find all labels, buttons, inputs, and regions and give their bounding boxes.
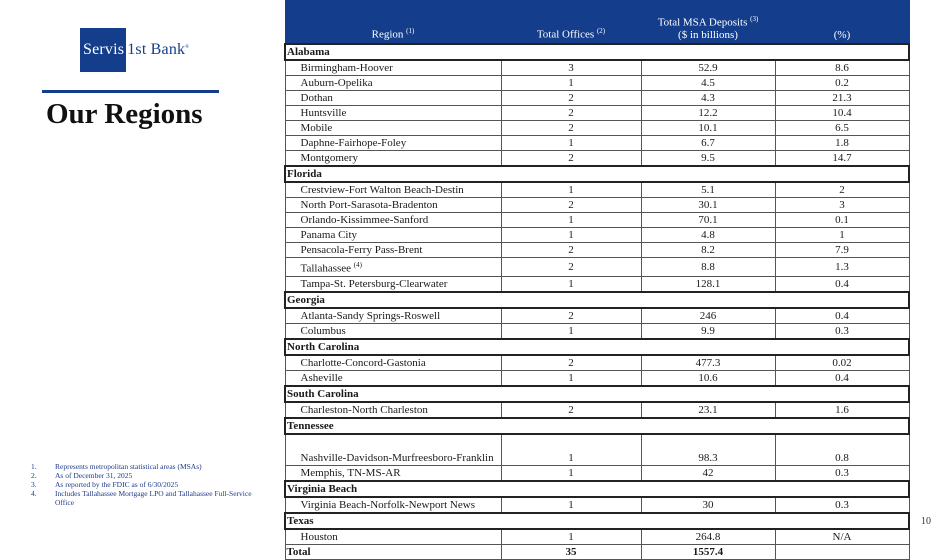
region-name-cell: Orlando-Kissimmee-Sanford xyxy=(285,213,501,228)
table-row xyxy=(285,465,909,481)
offices-cell: 2 xyxy=(501,308,641,324)
table-row xyxy=(285,308,909,324)
offices-cell: 3 xyxy=(501,60,641,76)
deposits-cell: 23.1 xyxy=(641,402,775,418)
percent-cell: 1 xyxy=(775,228,909,243)
deposits-cell: 12.2 xyxy=(641,106,775,121)
group-label: North Carolina xyxy=(285,339,909,355)
table-row xyxy=(285,402,909,418)
deposits-cell: 10.1 xyxy=(641,121,775,136)
deposits-cell: 264.8 xyxy=(641,529,775,545)
table-header-row xyxy=(285,1,909,45)
deposits-cell: 9.5 xyxy=(641,151,775,167)
deposits-cell: 128.1 xyxy=(641,276,775,292)
header-percent: (%) xyxy=(775,1,909,45)
table-row xyxy=(285,60,909,76)
region-name-cell: Tampa-St. Petersburg-Clearwater xyxy=(285,276,501,292)
table-row xyxy=(285,213,909,228)
footnote: 1. Represents metropolitan statistical areas (MSAs) xyxy=(31,462,202,471)
region-name-cell: Charleston-North Charleston xyxy=(285,402,501,418)
offices-cell: 2 xyxy=(501,91,641,106)
deposits-cell: 8.8 xyxy=(641,258,775,277)
percent-cell: 6.5 xyxy=(775,121,909,136)
region-name-cell: Montgomery xyxy=(285,151,501,167)
total-row xyxy=(285,544,909,559)
regions-table xyxy=(284,0,910,560)
percent-cell: 10.4 xyxy=(775,106,909,121)
percent-cell: 0.2 xyxy=(775,76,909,91)
offices-cell: 1 xyxy=(501,529,641,545)
percent-cell: 0.4 xyxy=(775,308,909,324)
region-name-cell: Pensacola-Ferry Pass-Brent xyxy=(285,243,501,258)
offices-cell: 2 xyxy=(501,121,641,136)
group-row-tennessee xyxy=(285,418,909,434)
table-row xyxy=(285,355,909,371)
table-row xyxy=(285,529,909,545)
offices-cell: 2 xyxy=(501,151,641,167)
percent-cell: 0.4 xyxy=(775,276,909,292)
percent-cell: 8.6 xyxy=(775,60,909,76)
offices-cell: 2 xyxy=(501,243,641,258)
title-divider xyxy=(42,90,219,93)
percent-cell: 21.3 xyxy=(775,91,909,106)
deposits-cell: 5.1 xyxy=(641,182,775,198)
deposits-cell: 70.1 xyxy=(641,213,775,228)
region-name-cell: North Port-Sarasota-Bradenton xyxy=(285,198,501,213)
group-label: Georgia xyxy=(285,292,909,308)
table-row xyxy=(285,434,909,466)
footnote: 3. As reported by the FDIC as of 6/30/2025 xyxy=(31,480,179,489)
percent-cell: 1.8 xyxy=(775,136,909,151)
percent-cell: 2 xyxy=(775,182,909,198)
region-name-cell: Panama City xyxy=(285,228,501,243)
logo-text: 1st Bank® xyxy=(127,41,190,58)
group-row-south-carolina xyxy=(285,386,909,402)
region-name-cell: Memphis, TN-MS-AR xyxy=(285,465,501,481)
region-name-cell: Dothan xyxy=(285,91,501,106)
percent-cell: 7.9 xyxy=(775,243,909,258)
header-deposits: Total MSA Deposits $^{(3)}$ ($ in billions) xyxy=(641,1,775,45)
group-row-virginia-beach xyxy=(285,481,909,497)
region-name-cell: Columbus xyxy=(285,323,501,339)
table-row xyxy=(285,151,909,167)
header-region: Region $^{(1)}$ xyxy=(285,1,501,45)
region-name-cell: Houston xyxy=(285,529,501,545)
total-deposits: 1557.4 xyxy=(641,544,775,559)
deposits-cell: 477.3 xyxy=(641,355,775,371)
group-row-alabama xyxy=(285,44,909,60)
footnote: 4. Includes Tallahassee Mortgage LPO and Tallahassee Full-Service Office xyxy=(31,489,252,507)
deposits-cell: 52.9 xyxy=(641,60,775,76)
table-row xyxy=(285,91,909,106)
table-body xyxy=(285,44,909,559)
offices-cell: 1 xyxy=(501,276,641,292)
region-name-cell: Nashville-Davidson-Murfreesboro-Franklin xyxy=(285,434,501,466)
percent-cell: 1.6 xyxy=(775,402,909,418)
deposits-cell: 4.8 xyxy=(641,228,775,243)
offices-cell: 2 xyxy=(501,402,641,418)
header-offices: Total Offices $^{(2)}$ xyxy=(501,1,641,45)
offices-cell: 1 xyxy=(501,136,641,151)
total-offices: 35 xyxy=(501,544,641,559)
footnotes xyxy=(31,462,271,507)
table-row xyxy=(285,370,909,386)
group-label: Florida xyxy=(285,166,909,182)
region-name-cell: Crestview-Fort Walton Beach-Destin xyxy=(285,182,501,198)
page-number: 10 xyxy=(921,516,931,527)
table-row xyxy=(285,198,909,213)
percent-cell: 0.3 xyxy=(775,323,909,339)
region-name-cell: Huntsville xyxy=(285,106,501,121)
offices-cell: 1 xyxy=(501,370,641,386)
percent-cell: 0.02 xyxy=(775,355,909,371)
region-name-cell: Auburn-Opelika xyxy=(285,76,501,91)
offices-cell: 1 xyxy=(501,323,641,339)
percent-cell: 3 xyxy=(775,198,909,213)
offices-cell: 1 xyxy=(501,228,641,243)
group-label: Virginia Beach xyxy=(285,481,909,497)
offices-cell: 2 xyxy=(501,106,641,121)
offices-cell: 2 xyxy=(501,258,641,277)
deposits-cell: 4.3 xyxy=(641,91,775,106)
servisfirst-logo xyxy=(80,28,191,72)
table-row xyxy=(285,243,909,258)
total-label: Total xyxy=(285,544,501,559)
table-row xyxy=(285,121,909,136)
percent-cell: 0.1 xyxy=(775,213,909,228)
region-name-cell: Atlanta-Sandy Springs-Roswell xyxy=(285,308,501,324)
region-name-cell: Mobile xyxy=(285,121,501,136)
percent-cell: N/A xyxy=(775,529,909,545)
table-row xyxy=(285,182,909,198)
deposits-cell: 4.5 xyxy=(641,76,775,91)
offices-cell: 1 xyxy=(501,465,641,481)
percent-cell: 0.3 xyxy=(775,497,909,513)
percent-cell: 0.3 xyxy=(775,465,909,481)
offices-cell: 1 xyxy=(501,434,641,466)
deposits-cell: 6.7 xyxy=(641,136,775,151)
offices-cell: 1 xyxy=(501,213,641,228)
offices-cell: 1 xyxy=(501,76,641,91)
group-label: South Carolina xyxy=(285,386,909,402)
group-row-georgia xyxy=(285,292,909,308)
table-row xyxy=(285,228,909,243)
offices-cell: 1 xyxy=(501,497,641,513)
table-row xyxy=(285,497,909,513)
deposits-cell: 42 xyxy=(641,465,775,481)
percent-cell: 14.7 xyxy=(775,151,909,167)
deposits-cell: 246 xyxy=(641,308,775,324)
logo-boxed-text: Servis xyxy=(80,28,126,72)
percent-cell: 0.4 xyxy=(775,370,909,386)
group-row-texas xyxy=(285,513,909,529)
percent-cell: 1.3 xyxy=(775,258,909,277)
group-row-north-carolina xyxy=(285,339,909,355)
region-name-cell: Charlotte-Concord-Gastonia xyxy=(285,355,501,371)
deposits-cell: 30 xyxy=(641,497,775,513)
page-title: Our Regions xyxy=(46,98,203,130)
deposits-cell: 8.2 xyxy=(641,243,775,258)
deposits-cell: 9.9 xyxy=(641,323,775,339)
region-name-cell: Daphne-Fairhope-Foley xyxy=(285,136,501,151)
region-name-cell: Asheville xyxy=(285,370,501,386)
offices-cell: 2 xyxy=(501,355,641,371)
table-row xyxy=(285,323,909,339)
deposits-cell: 30.1 xyxy=(641,198,775,213)
group-label: Tennessee xyxy=(285,418,909,434)
percent-cell: 0.8 xyxy=(775,434,909,466)
region-name-cell: Virginia Beach-Norfolk-Newport News xyxy=(285,497,501,513)
deposits-cell: 10.6 xyxy=(641,370,775,386)
group-label: Alabama xyxy=(285,44,909,60)
table-row xyxy=(285,106,909,121)
table-row xyxy=(285,136,909,151)
group-row-florida xyxy=(285,166,909,182)
table-row xyxy=(285,76,909,91)
offices-cell: 2 xyxy=(501,198,641,213)
region-name-cell: Birmingham-Hoover xyxy=(285,60,501,76)
deposits-cell: 98.3 xyxy=(641,434,775,466)
region-name-cell: Tallahassee $^{(4)}$ xyxy=(285,258,501,277)
total-percent xyxy=(775,544,909,559)
table-row xyxy=(285,276,909,292)
offices-cell: 1 xyxy=(501,182,641,198)
footnote: 2. As of December 31, 2025 xyxy=(31,471,133,480)
table-row xyxy=(285,258,909,277)
group-label: Texas xyxy=(285,513,909,529)
